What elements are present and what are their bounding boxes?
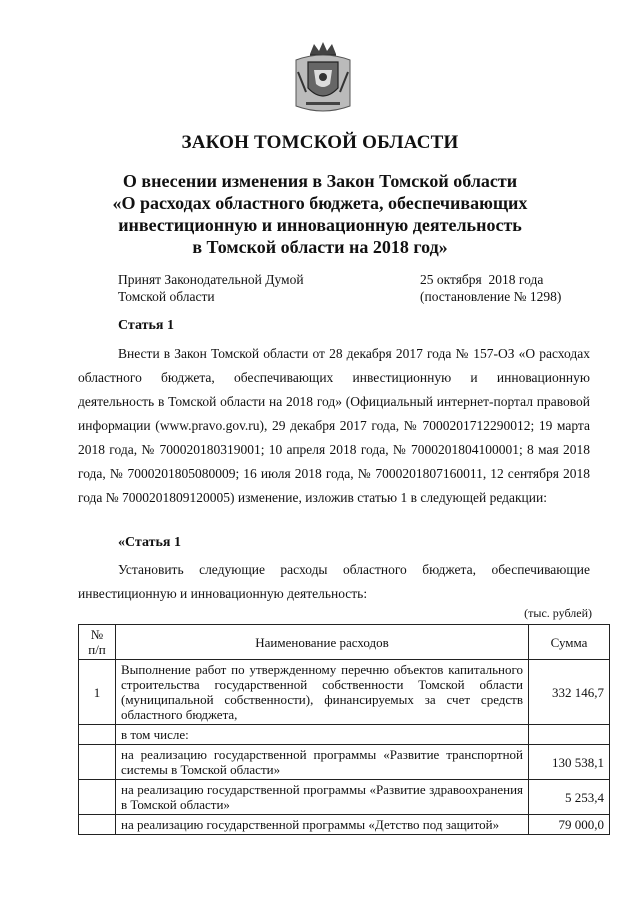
table-header-row: [79, 625, 610, 660]
row-name: на реализацию государственной программы «Развитие здравоохранения в Томской области»: [116, 780, 529, 815]
article-heading: Статья 1: [118, 318, 174, 333]
header-sum: Сумма: [529, 625, 610, 660]
header-name: Наименование расходов: [116, 625, 529, 660]
adopted-by-line: Принят Законодательной Думой: [118, 272, 304, 287]
article-text: Внести в Закон Томской области от 28 декабря 2017 года № 157-ОЗ «О расходах областного бюджета, обеспечивающих инвестиционную и инновационную деятельность в Томской области на 2018 год» (Официальный интернет-портал правовой информации (www.pravo.gov.ru), 29 декабря 2017 года, № 7000201712290012; 19 марта 2018 года, № 700020180319001; 10 апреля 2018 года, № 7000201804100001; 8 мая 2018 года, № 7000201805080009; 16 июля 2018 года, № 7000201807160011, 12 сентября 2018 года № 7000201809120005) изменение, изложив статью 1 в следующей редакции:: [78, 346, 590, 505]
adopted-date-line: 25 октября 2018 года: [420, 272, 544, 287]
row-num: [79, 745, 116, 780]
adopted-by: [118, 271, 304, 305]
quoted-article-heading: «Статья 1: [118, 535, 181, 550]
row-sum: 332 146,7: [529, 660, 610, 725]
row-num: [79, 780, 116, 815]
row-num: [79, 725, 116, 745]
row-name: на реализацию государственной программы «Развитие транспортной системы в Томской области»: [116, 745, 529, 780]
row-sum: 79 000,0: [529, 815, 610, 835]
table-row: [79, 725, 610, 745]
row-name: на реализацию государственной программы «Детство под защитой»: [116, 815, 529, 835]
row-sum: 5 253,4: [529, 780, 610, 815]
quoted-article-text: Установить следующие расходы областного бюджета, обеспечивающие инвестиционную и инновационную деятельность:: [78, 562, 590, 601]
row-num: 1: [79, 660, 116, 725]
adopted-by-line: Томской области: [118, 289, 215, 304]
row-sum: 130 538,1: [529, 745, 610, 780]
subtitle-line: О внесении изменения в Закон Томской области: [122, 171, 518, 191]
row-sum: [529, 725, 610, 745]
adopted-date: [420, 271, 561, 305]
law-title: ЗАКОН ТОМСКОЙ ОБЛАСТИ: [181, 132, 459, 153]
row-num: [79, 815, 116, 835]
table-row: [79, 660, 610, 725]
subtitle-line: в Томской области на 2018 год»: [192, 237, 448, 257]
table-row: [79, 745, 610, 780]
row-name: Выполнение работ по утвержденному перечню объектов капитального строительства государственной собственности Томской области (муниципальной собственности), финансируемых за счет средств областного бюджета,: [116, 660, 529, 725]
header-num: № п/п: [79, 625, 116, 660]
coat-of-arms-icon: [292, 40, 354, 114]
law-subtitle: [60, 170, 580, 258]
subtitle-line: инвестиционную и инновационную деятельность: [118, 215, 522, 235]
coat-of-arms-emblem: [292, 40, 354, 114]
subtitle-line: «О расходах областного бюджета, обеспечивающих: [112, 193, 528, 213]
table-row: [79, 780, 610, 815]
table-row: [79, 815, 610, 835]
resolution-number: (постановление № 1298): [420, 289, 562, 304]
row-name: в том числе:: [116, 725, 529, 745]
expenses-table: [78, 624, 610, 835]
units-label: (тыс. рублей): [524, 606, 592, 620]
